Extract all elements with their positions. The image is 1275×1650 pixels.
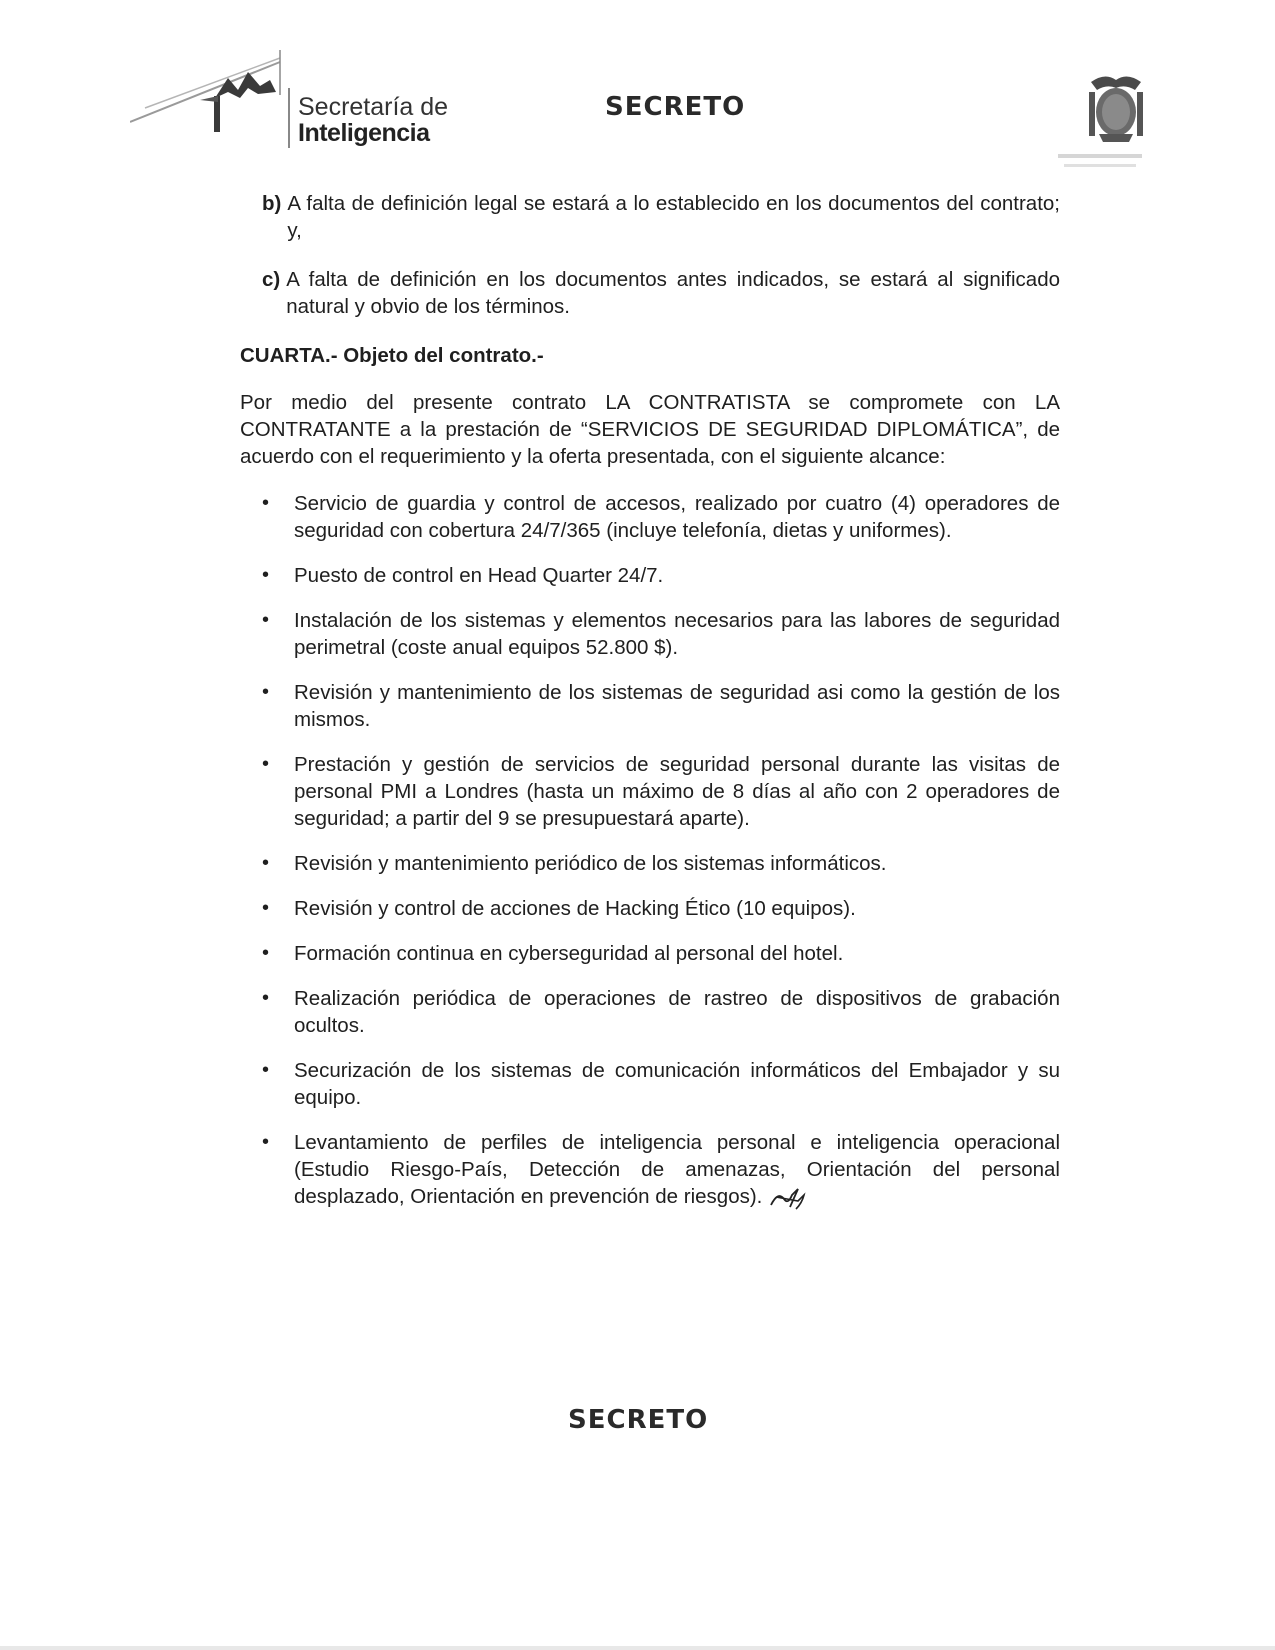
clause-b-text: A falta de definición legal se estará a lo establecido en los documentos del contrato; y, <box>287 192 1060 242</box>
list-item <box>262 679 1060 733</box>
classification-stamp-bottom: SECRETO <box>568 1405 709 1435</box>
list-item <box>262 985 1060 1039</box>
list-item-text: Puesto de control en Head Quarter 24/7. <box>294 564 664 587</box>
coat-of-arms-icon <box>1085 72 1147 144</box>
clause-b <box>262 190 1060 244</box>
list-item-text: Realización periódica de operaciones de rastreo de dispositivos de grabación ocultos. <box>294 987 1060 1037</box>
list-item-text: Revisión y control de acciones de Hacking Ético (10 equipos). <box>294 897 856 920</box>
bullet-icon: • <box>262 897 270 919</box>
list-item-text: Formación continua en cyberseguridad al personal del hotel. <box>294 942 844 965</box>
list-item <box>262 1129 1060 1211</box>
list-item-text: Prestación y gestión de servicios de seguridad personal durante las visitas de personal PMI a Londres (hasta un máximo de 8 días al año con 2 operadores de seguridad; a partir del 9 se presupuestará aparte). <box>294 753 1060 830</box>
logo-divider <box>288 88 290 148</box>
bullet-icon: • <box>262 609 270 631</box>
bullet-icon: • <box>262 1131 270 1153</box>
list-item <box>262 850 1060 877</box>
bullet-icon: • <box>262 492 270 514</box>
seal-caption-smudge <box>1050 150 1150 180</box>
list-item <box>262 895 1060 922</box>
clause-c-letter: c) <box>262 268 281 291</box>
list-item <box>262 562 1060 589</box>
list-item-text: Revisión y mantenimiento periódico de los sistemas informáticos. <box>294 852 887 875</box>
logo-line-inteligencia: Inteligencia <box>298 119 430 148</box>
scope-list <box>240 490 1060 1211</box>
clause-c-text: A falta de definición en los documentos antes indicados, se estará al significado natural y obvio de los términos. <box>286 268 1060 318</box>
section-title: CUARTA.- Objeto del contrato.- <box>240 344 544 367</box>
classification-stamp-top: SECRETO <box>605 92 746 122</box>
list-item-text: Levantamiento de perfiles de inteligencia personal e inteligencia operacional (Estudio Riesgo-País, Detección de amenazas, Orientación del personal desplazado, Orientación en prevención de riesgos). <box>294 1131 1060 1208</box>
bullet-icon: • <box>262 1059 270 1081</box>
bullet-icon: • <box>262 564 270 586</box>
logo-line-secretaria: Secretaría de <box>298 93 449 121</box>
clause-c <box>262 266 1060 320</box>
list-item <box>262 607 1060 661</box>
bullet-icon: • <box>262 681 270 703</box>
handwritten-initials-icon <box>768 1185 808 1211</box>
list-item-text: Instalación de los sistemas y elementos necesarios para las labores de seguridad perimetral (coste anual equipos 52.800 $). <box>294 609 1060 659</box>
list-item-text: Revisión y mantenimiento de los sistemas de seguridad asi como la gestión de los mismos. <box>294 681 1060 731</box>
list-item-text: Servicio de guardia y control de accesos, realizado por cuatro (4) operadores de seguridad con cobertura 24/7/365 (incluye telefonía, dietas y uniformes). <box>294 492 1060 542</box>
list-item <box>262 490 1060 544</box>
list-item <box>262 940 1060 967</box>
list-item <box>262 751 1060 832</box>
scan-edge <box>0 1646 1275 1650</box>
bullet-icon: • <box>262 942 270 964</box>
list-item-text: Securización de los sistemas de comunicación informáticos del Embajador y su equipo. <box>294 1059 1060 1109</box>
list-item <box>262 1057 1060 1111</box>
document-body <box>240 190 1060 1229</box>
secretaria-logo-icon <box>130 50 300 150</box>
logo-text <box>298 94 448 147</box>
clause-b-letter: b) <box>262 192 282 215</box>
bullet-icon: • <box>262 987 270 1009</box>
bullet-icon: • <box>262 753 270 775</box>
section-intro: Por medio del presente contrato LA CONTRATISTA se compromete con LA CONTRATANTE a la prestación de “SERVICIOS DE SEGURIDAD DIPLOMÁTICA”, de acuerdo con el requerimiento y la oferta presentada, con el siguiente alcance: <box>240 391 1060 468</box>
bullet-icon: • <box>262 852 270 874</box>
